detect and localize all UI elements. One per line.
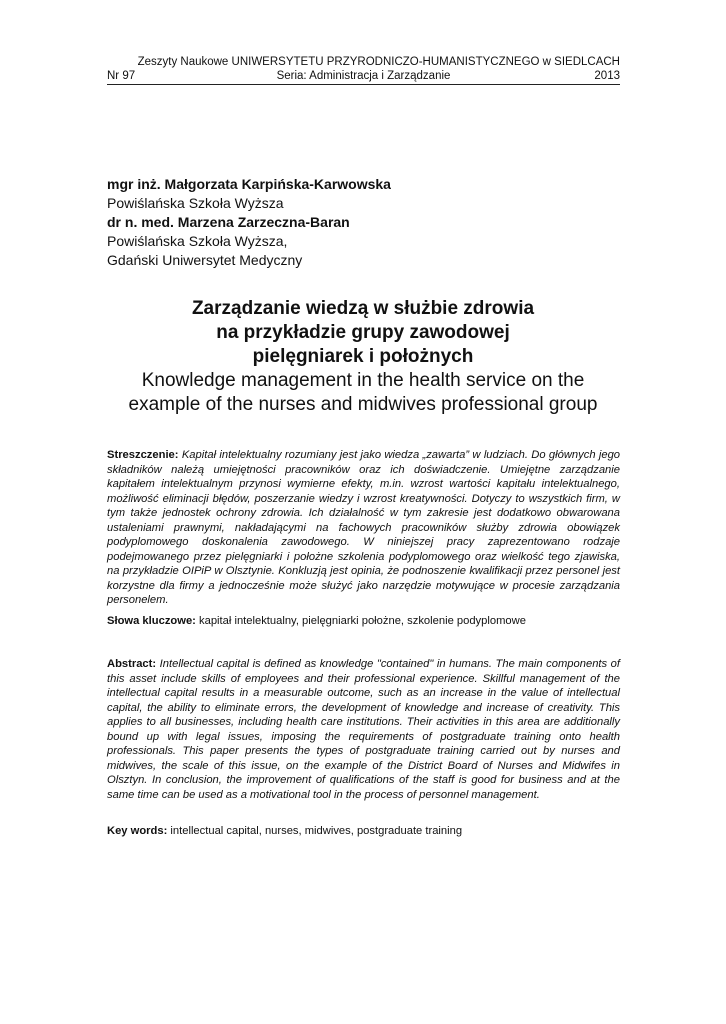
author-list — [107, 175, 391, 270]
publication-year: 2013 — [594, 70, 620, 82]
polish-abstract — [107, 448, 620, 608]
title-polish-line: pielęgniarek i położnych — [252, 346, 474, 367]
english-abstract-text: Intellectual capital is defined as knowledge "contained" in humans. The main components of this asset include skills of employees and their professional experience. Skillful management of the intellectual capital results in a measurable outcome, such as an increase in the value of intellectual capital, the ability to eliminate errors, the development of knowledge and increase of creativity. This applies to all businesses, including health care institutions. Their activities in this area are additionally bound up with legal issues, imposing the requirements of postgraduate training onto health professionals. This paper presents the types of postgraduate training carried out by nurses and midwives, the scale of this issue, on the example of the District Board of Nurses and Midwifes in Olsztyn. In conclusion, the improvement of qualifications of the staff is good for business and at the same time can be used as a motivational tool in the process of personnel management. — [107, 658, 620, 801]
polish-abstract-label: Streszczenie: — [107, 449, 179, 461]
english-abstract — [107, 657, 620, 802]
english-abstract-label: Abstract: — [107, 658, 157, 670]
journal-name: Zeszyty Naukowe UNIWERSYTETU PRZYRODNICZO-HUMANISTYCZNEGO w SIEDLCACH — [137, 56, 620, 68]
series-name: Seria: Administracja i Zarządzanie — [276, 70, 451, 82]
title-english-line: Knowledge management in the health service on the — [141, 370, 585, 391]
english-keywords — [107, 824, 620, 838]
title-english-line: example of the nurses and midwives professional group — [128, 394, 598, 415]
author-name: dr n. med. Marzena Zarzeczna-Baran — [107, 214, 350, 230]
issue-number: Nr 97 — [107, 70, 136, 82]
author-affiliation: Gdański Uniwersytet Medyczny — [107, 252, 303, 268]
polish-keywords-text: kapitał intelektualny, pielęgniarki położne, szkolenie podyplomowe — [199, 615, 526, 627]
english-keywords-label: Key words: — [107, 825, 168, 837]
author-affiliation: Powiślańska Szkoła Wyższa — [107, 195, 284, 211]
polish-keywords — [107, 614, 620, 628]
title-polish-line: na przykładzie grupy zawodowej — [216, 322, 510, 343]
polish-abstract-text: Kapitał intelektualny rozumiany jest jako wiedza „zawarta” w ludziach. Do głównych jego składników należą umiejętności pracowników oraz ich doświadczenie. Umiejętne zarządzanie kapitałem intelektualnym przynosi wymierne efekty, m.in. wzrost wartości kapitału intelektualnego, możliwość eliminacji błędów, poszerzanie wiedzy i wzrost kreatywności. Dotyczy to wszystkich firm, w tym także jednostek ochrony zdrowia. Ich działalność w tym zakresie jest dodatkowo obwarowana ustaleniami prawnymi, nakładającymi na fachowych pracowników służby zdrowia obowiązek podyplomowego doskonalenia zawodowego. W niniejszej pracy zaprezentowano rodzaje podejmowanego przez pielęgniarki i położne szkolenia podyplomowego oraz wielkość tego zjawiska, na przykładzie OIPiP w Olsztynie. Konkluzją jest opinia, że podnoszenie kwalifikacji przez personel jest korzystne dla firmy a jednocześnie może służyć jako narzędzie motywujące w procesie zarządzania personelem. — [107, 449, 621, 606]
paper-title — [80, 297, 646, 417]
author-name: mgr inż. Małgorzata Karpińska-Karwowska — [107, 176, 391, 192]
header-issue-row — [107, 69, 620, 85]
english-keywords-text: intellectual capital, nurses, midwives, postgraduate training — [170, 825, 463, 837]
polish-keywords-label: Słowa kluczowe: — [107, 615, 196, 627]
author-affiliation: Powiślańska Szkoła Wyższa, — [107, 233, 288, 249]
running-header — [107, 55, 620, 85]
title-polish-line: Zarządzanie wiedzą w służbie zdrowia — [191, 298, 535, 319]
